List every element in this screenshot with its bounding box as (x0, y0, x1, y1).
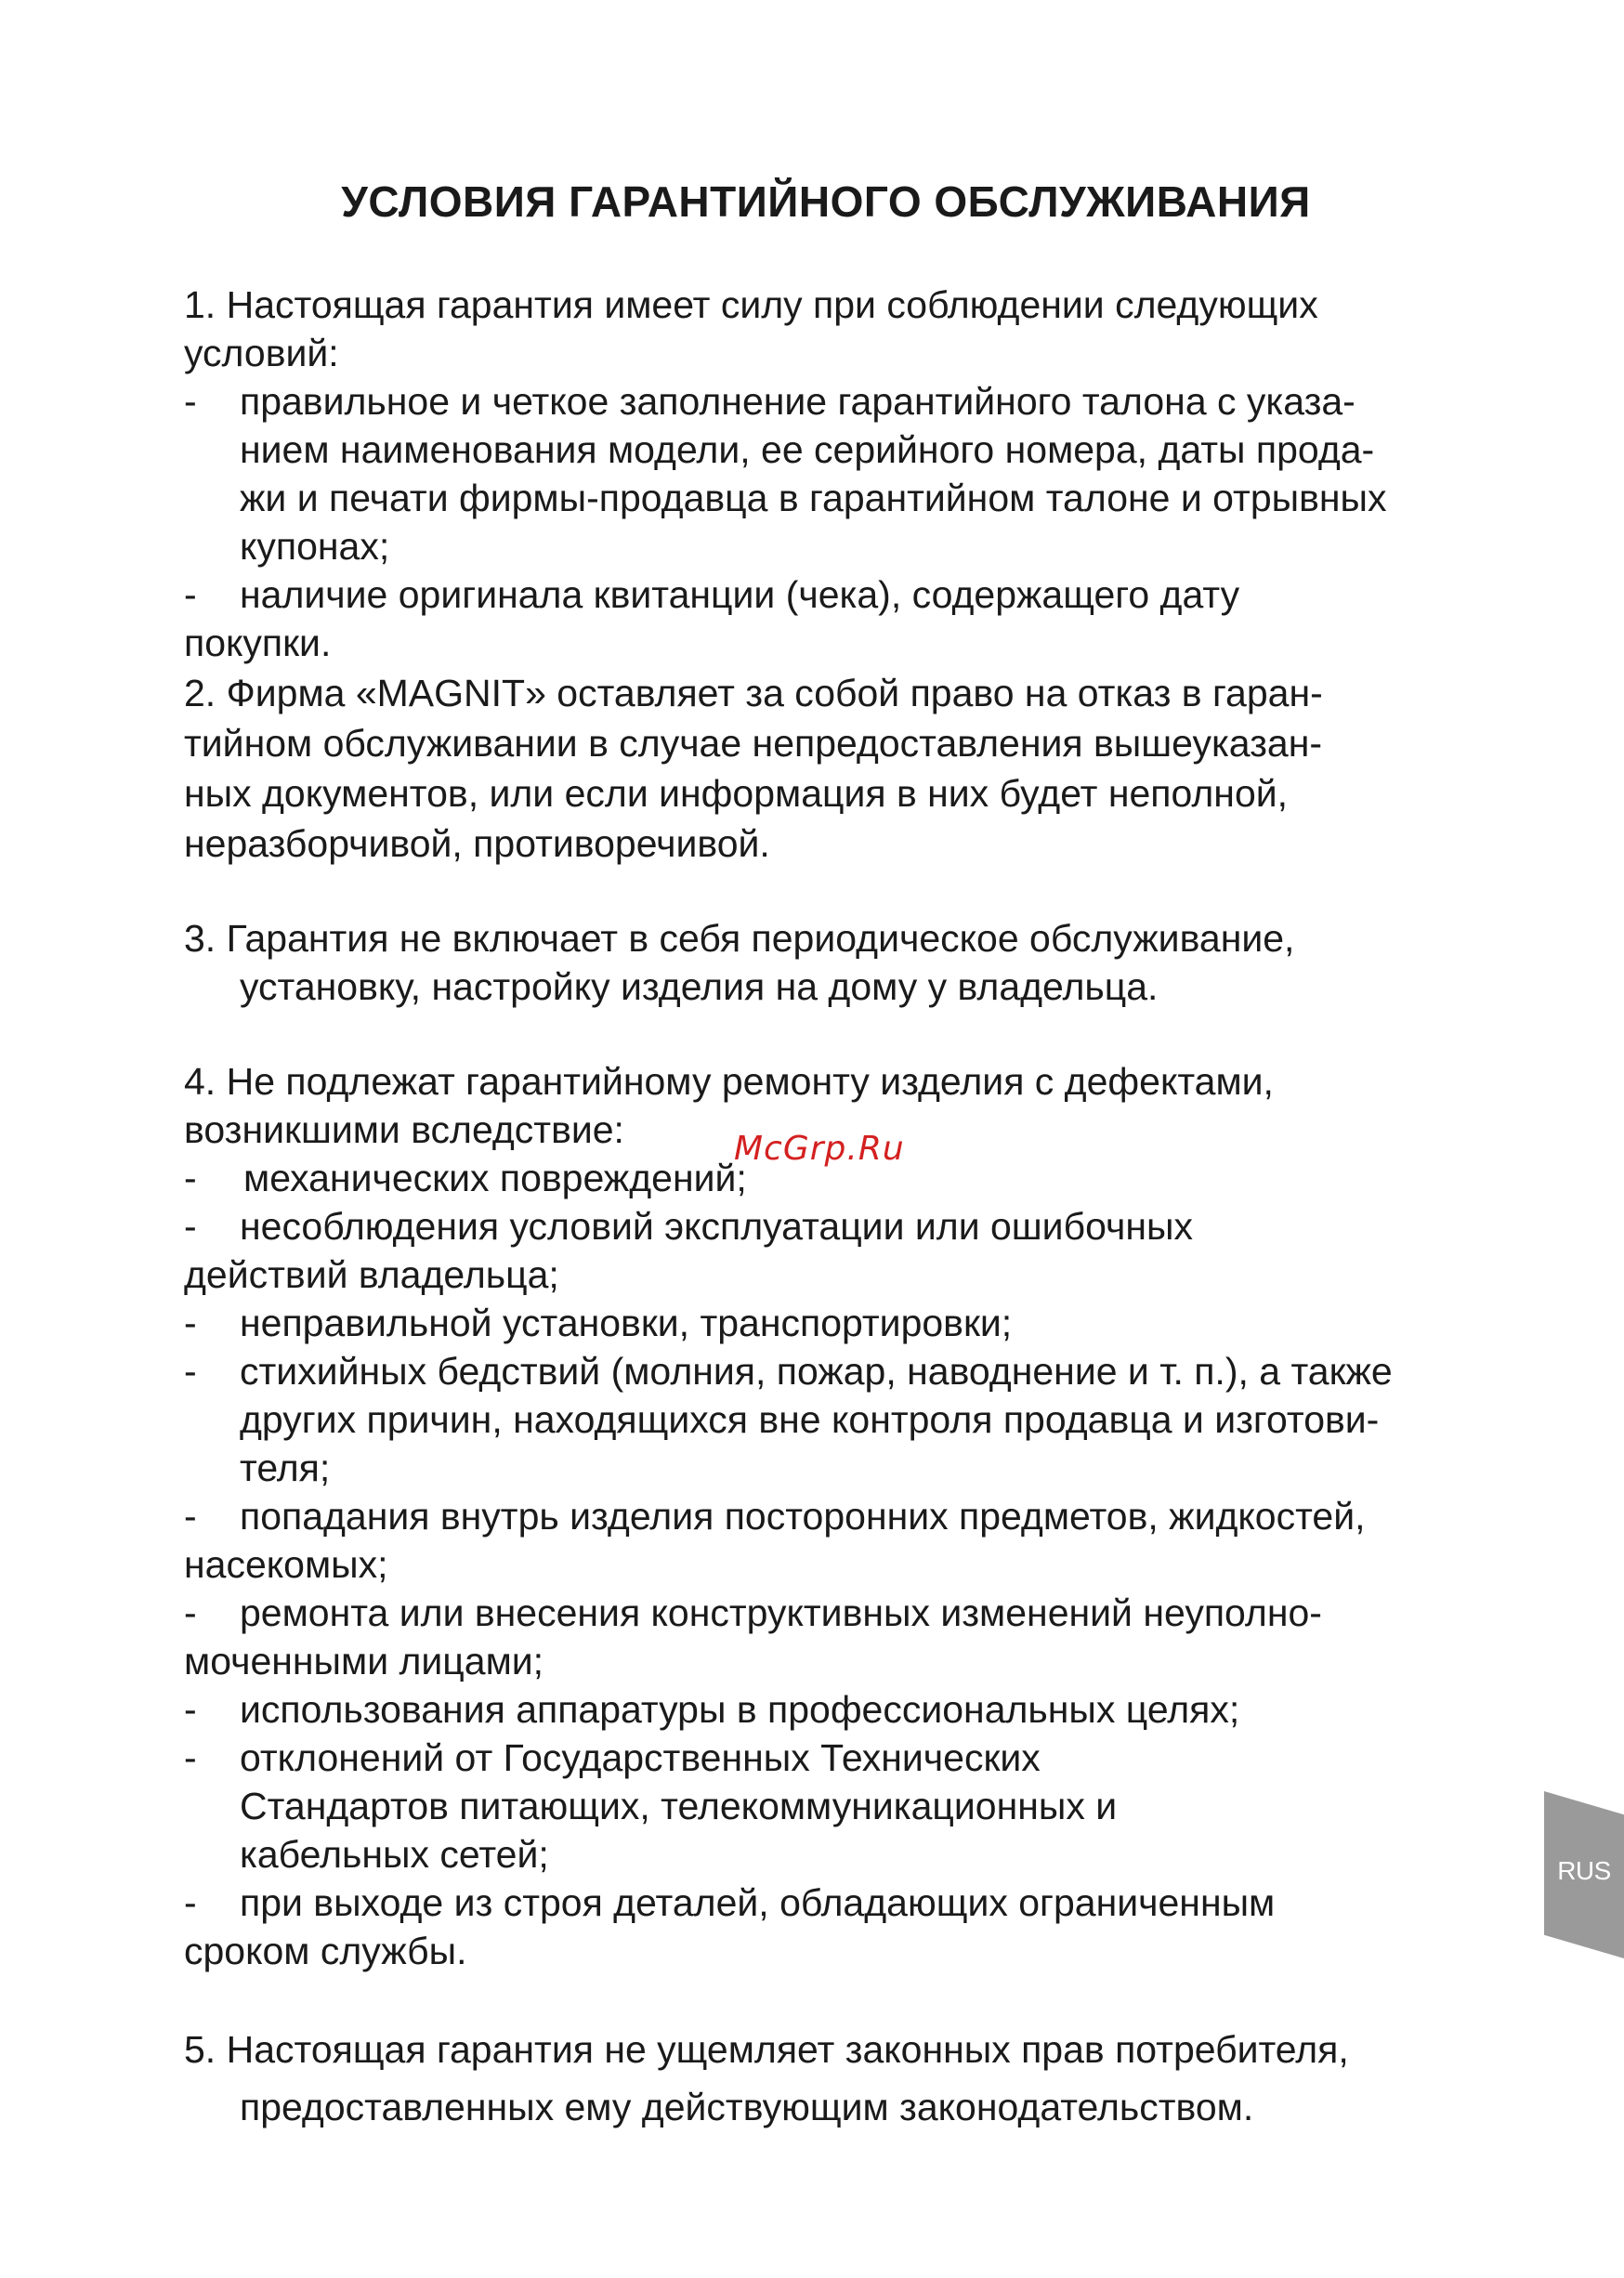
item-4-bullet-7: использования аппаратуры в профессиональных целях; (240, 1688, 1240, 1731)
item-4-bullet-4-line-3: теля; (240, 1447, 331, 1489)
item-4-bullet-2-line-2: действий владельца; (184, 1253, 559, 1296)
item-4-bullet-9-line-2: сроком службы. (184, 1930, 467, 1972)
item-3-line-1: 3. Гарантия не включает в себя периодическое обслуживание, (184, 917, 1295, 960)
item-4-bullet-9-line-1: при выходе из строя деталей, обладающих ограниченным (240, 1881, 1276, 1924)
item-1-bullet-1-line-2: нием наименования модели, ее серийного номера, даты прода- (240, 428, 1375, 471)
bullet-dash: - (184, 380, 197, 423)
bullet-dash: - (184, 1688, 197, 1731)
bullet-dash: - (184, 1495, 197, 1538)
item-1-bullet-1-line-3: жи и печати фирмы-продавца в гарантийном талоне и отрывных (240, 477, 1387, 519)
bullet-dash: - (184, 1736, 197, 1779)
item-2-line-4: неразборчивой, противоречивой. (184, 822, 770, 865)
item-1-bullet-2-line-2: покупки. (184, 622, 332, 664)
item-1-bullet-1-line-4: купонах; (240, 525, 390, 568)
item-5-line-1: 5. Настоящая гарантия не ущемляет законных прав потребителя, (184, 2028, 1349, 2071)
item-4-line-2: возникшими вследствие: (184, 1108, 624, 1151)
page-title: УСЛОВИЯ ГАРАНТИЙНОГО ОБСЛУЖИВАНИЯ (341, 177, 1311, 226)
bullet-dash: - (184, 1350, 197, 1393)
bullet-dash: - (184, 573, 197, 616)
bullet-dash: - (184, 1157, 197, 1199)
item-4-bullet-2-line-1: несоблюдения условий эксплуатации или ошибочных (240, 1205, 1193, 1248)
bullet-dash: - (184, 1205, 197, 1248)
item-4-bullet-8-line-3: кабельных сетей; (240, 1833, 549, 1876)
item-4-line-1: 4. Не подлежат гарантийному ремонту изделия с дефектами, (184, 1060, 1274, 1103)
item-1-line-1: 1. Настоящая гарантия имеет силу при соблюдении следующих (184, 283, 1318, 326)
item-1-bullet-1-line-1: правильное и четкое заполнение гарантийного талона с указа- (240, 380, 1356, 423)
item-1-bullet-2-line-1: наличие оригинала квитанции (чека), содержащего дату (240, 573, 1240, 616)
item-4-bullet-6-line-1: ремонта или внесения конструктивных изменений неуполно- (240, 1591, 1322, 1634)
item-4-bullet-4-line-1: стихийных бедствий (молния, пожар, наводнение и т. п.), а также (240, 1350, 1393, 1393)
item-4-bullet-3: неправильной установки, транспортировки; (240, 1302, 1013, 1344)
bullet-dash: - (184, 1881, 197, 1924)
item-4-bullet-4-line-2: других причин, находящихся вне контроля продавца и изготови- (240, 1398, 1380, 1441)
item-4-bullet-1: механических повреждений; (243, 1157, 747, 1199)
item-2-line-2: тийном обслуживании в случае непредоставления вышеуказан- (184, 722, 1323, 765)
item-4-bullet-5-line-1: попадания внутрь изделия посторонних предметов, жидкостей, (240, 1495, 1366, 1538)
bullet-dash: - (184, 1591, 197, 1634)
item-4-bullet-8-line-1: отклонений от Государственных Технических (240, 1736, 1041, 1779)
item-4-bullet-5-line-2: насекомых; (184, 1543, 388, 1586)
item-3-line-2: установку, настройку изделия на дому у владельца. (240, 965, 1159, 1008)
language-tab-label: RUS (1557, 1856, 1611, 1885)
watermark-text: McGrp.Ru (734, 1130, 905, 1168)
item-4-bullet-8-line-2: Стандартов питающих, телекоммуникационных и (240, 1785, 1118, 1827)
item-2-line-3: ных документов, или если информация в них будет неполной, (184, 772, 1289, 815)
item-2-line-1: 2. Фирма «MAGNIT» оставляет за собой право на отказ в гаран- (184, 672, 1323, 714)
item-1-line-2: условий: (184, 332, 339, 374)
item-5-line-2: предоставленных ему действующим законодательством. (240, 2086, 1254, 2128)
item-4-bullet-6-line-2: моченными лицами; (184, 1640, 544, 1682)
bullet-dash: - (184, 1302, 197, 1344)
